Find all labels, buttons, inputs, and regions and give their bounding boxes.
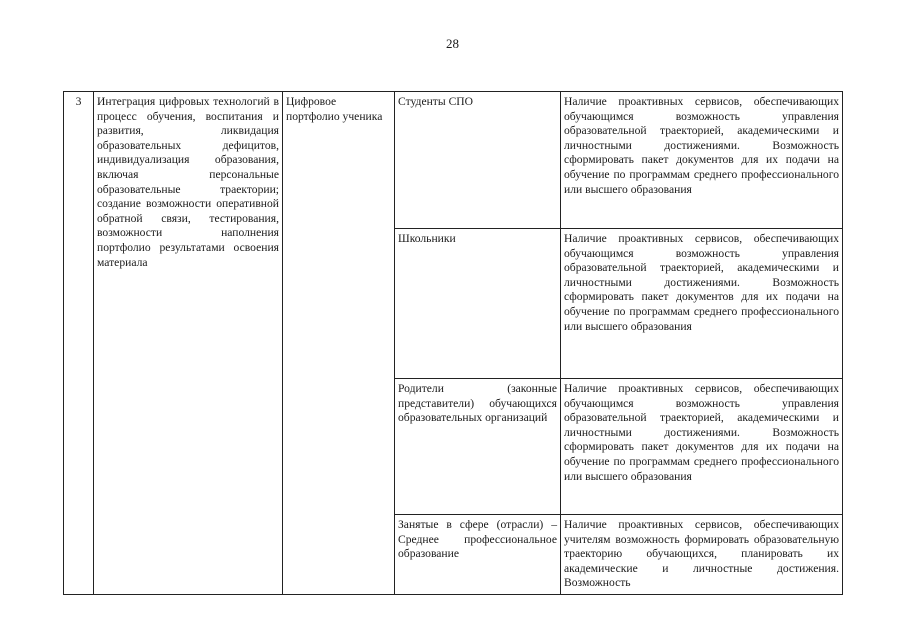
description-cell [561, 92, 843, 229]
requirements-table [63, 91, 843, 595]
table-row [64, 92, 843, 229]
audience-name: Родители (законные представители) обучающихся образовательных организаций [398, 382, 557, 425]
audience-description: Наличие проактивных сервисов, обеспечивающих обучающимся возможность управления образовательной траекторией, академическими и личностными достижениями. Возможность сформировать пакет документов для их подачи на обучение по программам среднего профессионального или высшего образования [564, 95, 839, 196]
description-cell [561, 515, 843, 595]
description-cell [561, 229, 843, 379]
audience-cell [395, 229, 561, 379]
audience-name: Студенты СПО [398, 95, 474, 108]
audience-description: Наличие проактивных сервисов, обеспечивающих обучающимся возможность управления образовательной траекторией, академическими и личностными достижениями. Возможность сформировать пакет документов для их подачи на обучение по программам среднего профессионального или высшего образования [564, 232, 839, 333]
row-number-cell [64, 92, 94, 595]
audience-cell [395, 92, 561, 229]
audience-description: Наличие проактивных сервисов, обеспечивающих учителям возможность формировать образовательную траекторию обучающихся, планировать их академические и личностные достижения. Возможность [564, 518, 839, 590]
direction-cell [94, 92, 283, 595]
audience-cell [395, 515, 561, 595]
page-number: 28 [446, 36, 459, 51]
direction-text: Интеграция цифровых технологий в процесс обучения, воспитания и развития, ликвидация образовательных дефицитов, индивидуализация образования, включая персональные образовательные траектории; создание возможности оперативной обратной связи, тестирования, возможности наполнения портфолио результатами освоения материала [97, 95, 279, 269]
service-name: Цифровое портфолио ученика [286, 95, 383, 123]
audience-name: Занятые в сфере (отрасли) – Среднее профессиональное образование [398, 518, 557, 561]
service-cell [283, 92, 395, 595]
row-number: 3 [75, 95, 82, 108]
audience-name: Школьники [398, 232, 456, 245]
audience-cell [395, 379, 561, 515]
audience-description: Наличие проактивных сервисов, обеспечивающих обучающимся возможность управления образовательной траекторией, академическими и личностными достижениями. Возможность сформировать пакет документов для их подачи на обучение по программам среднего профессионального или высшего образования [564, 382, 839, 483]
description-cell [561, 379, 843, 515]
